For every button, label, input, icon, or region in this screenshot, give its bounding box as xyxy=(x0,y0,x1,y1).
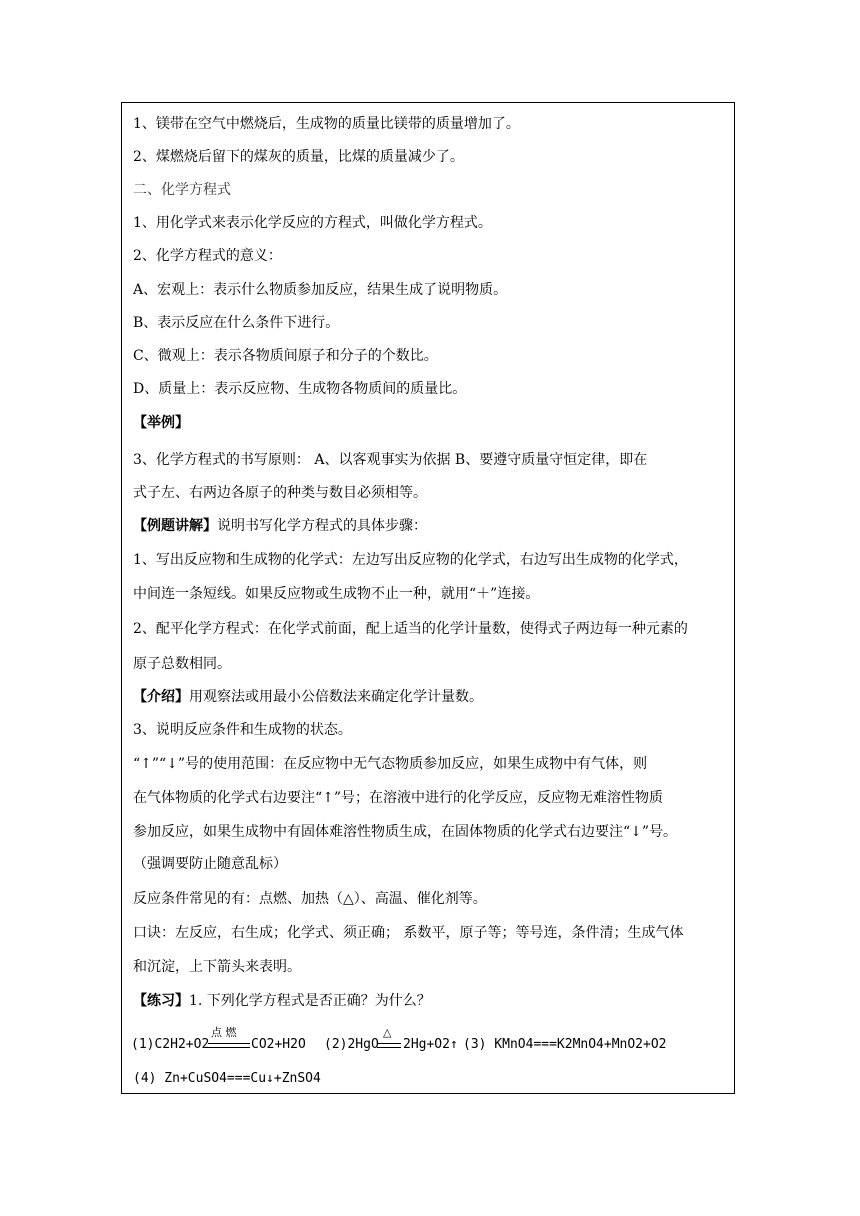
intro-tag: 【介绍】 xyxy=(133,689,189,705)
text-line-27 xyxy=(133,992,431,1010)
intro-text: 用观察法或用最小公倍数法来确定化学计量数。 xyxy=(189,689,483,705)
example-heading-tag: 【例题讲解】 xyxy=(133,518,217,534)
equation-4: (4) Zn+CuSO4===Cu↓+ZnSO4 xyxy=(133,1071,321,1086)
text-line-6: A、宏观上：表示什么物质参加反应，结果生成了说明物质。 xyxy=(133,282,508,298)
text-line-18 xyxy=(133,688,483,706)
text-line-13 xyxy=(133,517,427,535)
text-line-11: 3、化学方程式的书写原则： A、以客观事实为依据 B、要遵守质量守恒定律，即在 xyxy=(133,452,648,468)
text-line-12: 式子左、右两边各原子的种类与数目必须相等。 xyxy=(133,485,427,501)
practice-tag: 【练习】 xyxy=(133,993,189,1009)
text-line-1: 1、镁带在空气中燃烧后，生成物的质量比镁带的质量增加了。 xyxy=(133,116,520,132)
section-heading: 二、化学方程式 xyxy=(133,182,231,198)
text-line-16: 2、配平化学方程式：在化学式前面，配上适当的化学计量数，使得式子两边每一种元素的 xyxy=(133,621,688,637)
example-heading-text: 说明书写化学方程式的具体步骤： xyxy=(217,518,427,534)
text-line-4: 1、用化学式来表示化学反应的方程式，叫做化学方程式。 xyxy=(133,215,492,231)
text-line-7: B、表示反应在什么条件下进行。 xyxy=(133,315,340,331)
text-line-19: 3、说明反应条件和生成物的状态。 xyxy=(133,722,352,738)
equation-1-condition: 点 燃 xyxy=(211,1026,237,1039)
equation-1-equals xyxy=(208,1043,250,1048)
equation-3: (3) KMnO4===K2MnO4+MnO2+O2 xyxy=(463,1037,667,1052)
equation-1-right: CO2+H2O xyxy=(251,1037,306,1052)
text-line-2: 2、煤燃烧后留下的煤灰的质量，比煤的质量减少了。 xyxy=(133,149,464,165)
text-line-22: 参加反应，如果生成物中有固体难溶性物质生成，在固体物质的化学式右边要注“↓”号。 xyxy=(133,824,678,840)
practice-question: 1. 下列化学方程式是否正确？为什么？ xyxy=(189,993,431,1009)
text-line-20: “↑”“↓”号的使用范围：在反应物中无气态物质参加反应，如果生成物中有气体，则 xyxy=(133,756,648,772)
text-line-14: 1、写出反应物和生成物的化学式：左边写出反应物的化学式，右边写出生成物的化学式， xyxy=(133,552,688,568)
text-line-25: 口诀：左反应，右生成；化学式、须正确； 系数平，原子等；等号连，条件清；生成气体 xyxy=(133,925,684,941)
equation-1-left: (1)C2H2+O2 xyxy=(131,1037,210,1052)
text-line-15: 中间连一条短线。如果反应物或生成物不止一种，就用“＋”连接。 xyxy=(133,586,540,602)
equation-2-condition: △ xyxy=(383,1026,392,1039)
text-line-26: 和沉淀，上下箭头来表明。 xyxy=(133,959,301,975)
text-line-24: 反应条件常见的有：点燃、加热（△）、高温、催化剂等。 xyxy=(133,891,487,907)
equation-2-equals xyxy=(377,1043,401,1048)
text-line-17: 原子总数相同。 xyxy=(133,656,231,672)
example-tag: 【举例】 xyxy=(133,415,189,431)
equation-2-left: (2)2HgO xyxy=(324,1037,379,1052)
text-line-9: D、质量上：表示反应物、生成物各物质间的质量比。 xyxy=(133,381,467,397)
text-line-21: 在气体物质的化学式右边要注“↑”号；在溶液中进行的化学反应，反应物无难溶性物质 xyxy=(133,790,664,806)
text-line-8: C、微观上：表示各物质间原子和分子的个数比。 xyxy=(133,348,438,364)
equation-2-right: 2Hg+O2↑ xyxy=(403,1037,458,1052)
text-line-5: 2、化学方程式的意义： xyxy=(133,248,282,264)
text-line-23: （强调要防止随意乱标） xyxy=(133,856,287,872)
